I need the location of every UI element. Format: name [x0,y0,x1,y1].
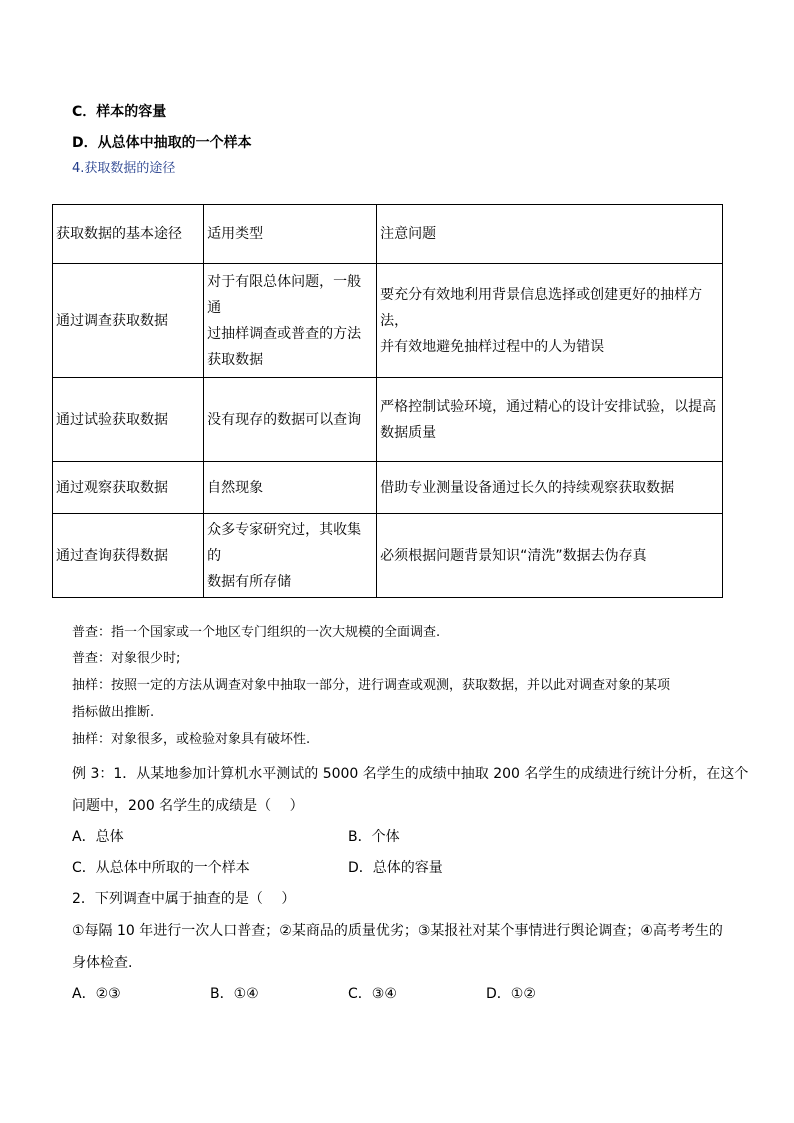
type-cell [204,514,377,598]
option-d: D．从总体中抽取的一个样本 [72,135,252,151]
section-title: 4.获取数据的途径 [72,161,176,176]
cell-line: 严格控制试验环境，通过精心的设计安排试验，以提高 [380,398,717,415]
q1-option-c: C．从总体中所取的一个样本 [72,860,250,876]
table-header-row [53,205,723,264]
table-row [53,462,723,514]
q2-option-b: B．①④ [210,986,259,1002]
note-cell [377,264,723,378]
table-row [53,514,723,598]
q2-option-a: A．②③ [72,986,121,1002]
note-census-definition: 普查：指一个国家或一个地区专门组织的一次大规模的全面调查. [72,625,441,640]
table-row [53,264,723,378]
q2-option-c: C．③④ [348,986,397,1002]
example-q2-items: ①每隔 10 年进行一次人口普查；②某商品的质量优劣；③某报社对某个事情进行舆论调查；④高考考生的 [72,923,723,939]
cell-line: 过抽样调查或普查的方法 [207,325,362,342]
type-cell [204,264,377,378]
cell-line: 并有效地避免抽样过程中的人为错误 [380,338,605,355]
note-sampling-definition: 抽样：按照一定的方法从调查对象中抽取一部分，进行调查或观测，获取数据，并以此对调查对象的某项 [72,678,671,693]
type-cell [204,462,377,514]
example-q1-stem-cont: 问题中，200 名学生的成绩是（ ） [72,798,304,814]
note-cell [377,378,723,462]
option-c: C．样本的容量 [72,104,167,120]
data-acquisition-table [52,204,723,598]
cell-line: 自然现象 [207,479,264,496]
cell-line: 没有现存的数据可以查询 [207,411,362,428]
cell-line: 数据有所存储 [207,573,292,590]
example-q2-stem: 2．下列调查中属于抽查的是（ ） [72,891,296,907]
header-cell: 获取数据的基本途径 [53,205,204,264]
cell-line: 要充分有效地利用背景信息选择或创建更好的抽样方法， [380,286,703,329]
way-cell: 通过查询获得数据 [53,514,204,598]
cell-line: 对于有限总体问题，一般通 [207,273,362,316]
q1-option-a: A．总体 [72,829,124,845]
note-cell [377,514,723,598]
example-q1-stem: 例 3：1．从某地参加计算机水平测试的 5000 名学生的成绩中抽取 200 名学生的成绩进行统计分析，在这个 [72,766,749,782]
header-cell: 注意问题 [377,205,723,264]
header-cell: 适用类型 [204,205,377,264]
type-cell [204,378,377,462]
q1-option-d: D．总体的容量 [348,860,443,876]
note-sampling-usage: 抽样：对象很多，或检验对象具有破坏性. [72,732,311,747]
table-row [53,378,723,462]
note-sampling-definition-cont: 指标做出推断. [72,705,155,720]
cell-line: 众多专家研究过，其收集的 [207,521,362,564]
q1-option-b: B．个体 [348,829,400,845]
way-cell: 通过试验获取数据 [53,378,204,462]
note-cell [377,462,723,514]
q2-option-d: D．①② [486,986,536,1002]
cell-line: 获取数据 [207,351,264,368]
cell-line: 数据质量 [380,424,437,441]
cell-line: 必须根据问题背景知识“清洗”数据去伪存真 [380,547,647,564]
way-cell: 通过观察获取数据 [53,462,204,514]
cell-line: 借助专业测量设备通过长久的持续观察获取数据 [380,479,675,496]
example-q2-items-cont: 身体检查. [72,955,133,971]
note-census-usage: 普查：对象很少时; [72,651,181,666]
way-cell: 通过调查获取数据 [53,264,204,378]
